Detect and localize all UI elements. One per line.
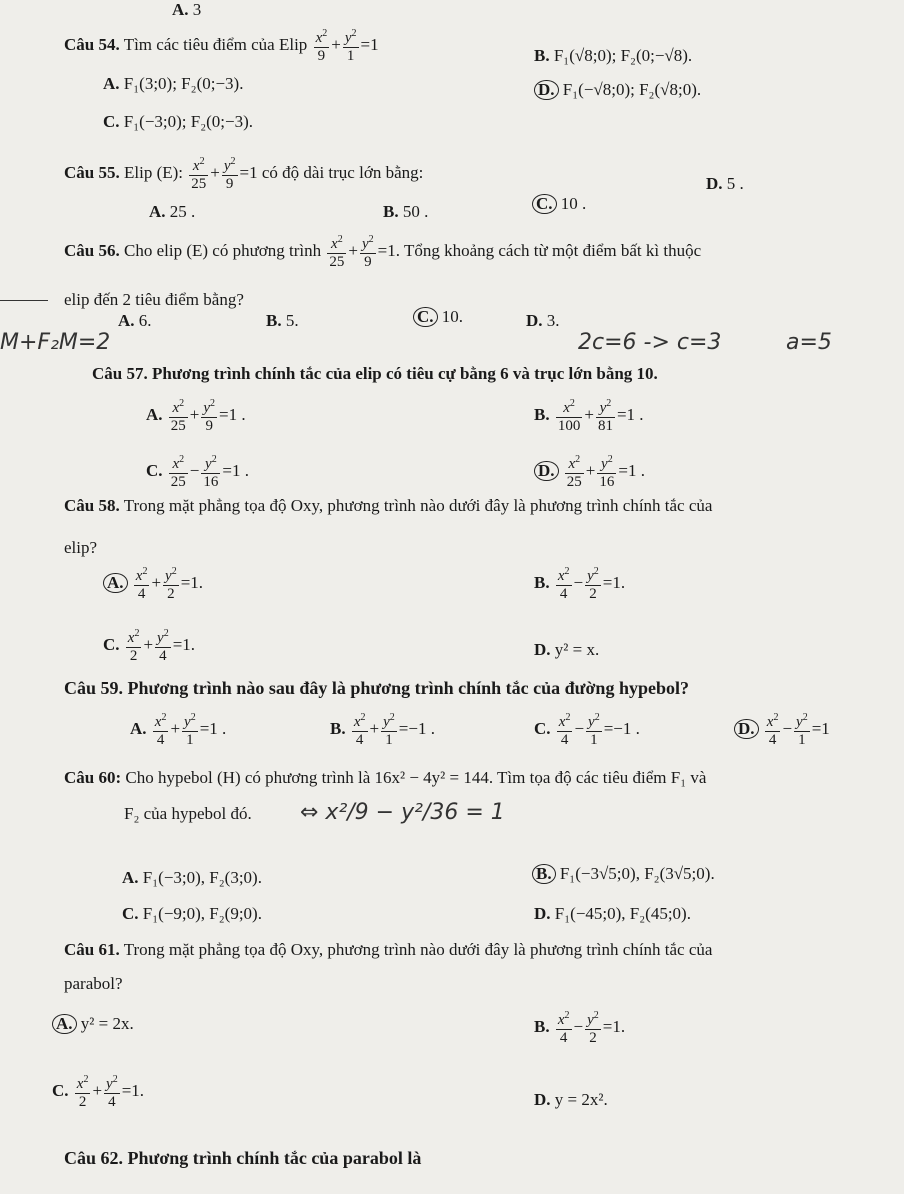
handwriting-note-3: a=5: [786, 330, 832, 355]
q58-stem-line2: elip?: [64, 538, 98, 557]
q59-option-c: C. $\frac{x^2}{4}$ − $\frac{y^2}{1}$ =−1 .: [534, 712, 640, 748]
q57-option-c: C. $\frac{x^2}{25}$ − $\frac{y^2}{16}$ =1 .: [146, 454, 249, 490]
top-line: A. 3: [172, 0, 202, 19]
q61-option-a: A. y² = 2x.: [52, 1014, 134, 1034]
handwriting-note-4: ⇔ x²/9 − y²/36 = 1: [300, 800, 505, 825]
handwriting-note-2: 2c=6 -> c=3: [578, 330, 722, 355]
q59-option-b: B. $\frac{x^2}{4}$ + $\frac{y^2}{1}$ =−1 .: [330, 712, 435, 748]
q56-option-a: A. 6.: [118, 311, 152, 330]
q54-option-a: A. F₁(3;0); F₂(0;−3).: [103, 74, 244, 93]
q61-stem: Câu 61. Trong mặt phẳng tọa độ Oxy, phương trình nào dưới đây là phương trình chính tắc của: [64, 940, 713, 959]
q58-option-c: C. $\frac{x^2}{2}$ + $\frac{y^2}{4}$ =1.: [103, 628, 196, 664]
q62-stem: Câu 62. Phương trình chính tắc của parabol là: [64, 1148, 422, 1168]
q61-option-b: B. $\frac{x^2}{4}$ − $\frac{y^2}{2}$ =1.: [534, 1010, 626, 1046]
q55-option-d: D. 5 .: [706, 174, 744, 193]
q57-stem: Câu 57. Phương trình chính tắc của elip có tiêu cự bằng 6 và trục lớn bằng 10.: [92, 364, 658, 383]
q55-option-b: B. 50 .: [383, 202, 429, 221]
q57-option-a: A. $\frac{x^2}{25}$ + $\frac{y^2}{9}$ =1 .: [146, 398, 246, 434]
q59-option-d: D. $\frac{x^2}{4}$ − $\frac{y^2}{1}$ =1: [734, 712, 830, 748]
q58-stem: Câu 58. Trong mặt phẳng tọa độ Oxy, phương trình nào dưới đây là phương trình chính tắc của: [64, 496, 713, 515]
q61-option-c: C. $\frac{x^2}{2}$ + $\frac{y^2}{4}$ =1.: [52, 1074, 145, 1110]
q58-option-d: D. y² = x.: [534, 640, 600, 659]
q60-option-a: A. F₁(−3;0), F₂(3;0).: [122, 868, 262, 887]
q56-option-d: D. 3.: [526, 311, 560, 330]
q55-option-c: C. 10 .: [532, 194, 586, 214]
q54-option-b: B. F₁(√8;0); F₂(0;−√8).: [534, 46, 693, 65]
q54-option-c: C. F₁(−3;0); F₂(0;−3).: [103, 112, 254, 131]
q60-stem-line2: F₂ của hypebol đó.: [124, 804, 252, 823]
q61-option-d: D. y = 2x².: [534, 1090, 608, 1109]
q60-option-d: D. F₁(−45;0), F₂(45;0).: [534, 904, 691, 923]
q60-option-b: B. F₁(−3√5;0), F₂(3√5;0).: [532, 864, 715, 884]
q58-option-a: A. $\frac{x^2}{4}$ + $\frac{y^2}{2}$ =1.: [103, 566, 203, 602]
q55-stem: Câu 55. Elip (E): $\frac{x^2}{25}$ + $\frac{y^2}{9}$ =1 có độ dài trục lớn bằng:: [64, 156, 424, 192]
q54-stem: Câu 54. Tìm các tiêu điểm của Elip $\frac{x^2}{9}$ + $\frac{y^2}{1}$ =1: [64, 28, 379, 64]
hand-stroke: [0, 300, 48, 301]
q59-stem: Câu 59. Phương trình nào sau đây là phương trình chính tắc của đường hypebol?: [64, 678, 689, 698]
q58-option-b: B. $\frac{x^2}{4}$ − $\frac{y^2}{2}$ =1.: [534, 566, 626, 602]
q60-stem: Câu 60: Cho hypebol (H) có phương trình là 16x² − 4y² = 144. Tìm tọa độ các tiêu điểm F₁ và: [64, 768, 707, 787]
q56-option-b: B. 5.: [266, 311, 299, 330]
q56-stem: Câu 56. Cho elip (E) có phương trình $\frac{x^2}{25}$ + $\frac{y^2}{9}$ =1. Tổng khoảng cách từ một điểm bất kì thuộc: [64, 234, 702, 270]
q59-option-a: A. $\frac{x^2}{4}$ + $\frac{y^2}{1}$ =1 .: [130, 712, 227, 748]
q56-stem-line2: elip đến 2 tiêu điểm bằng?: [64, 290, 244, 309]
q57-option-b: B. $\frac{x^2}{100}$ + $\frac{y^2}{81}$ =1 .: [534, 398, 644, 434]
q56-option-c: C. 10.: [413, 307, 463, 327]
q54-option-d: D. F₁(−√8;0); F₂(√8;0).: [534, 80, 701, 100]
q55-option-a: A. 25 .: [149, 202, 196, 221]
handwriting-note-1: M+F₂M=2: [0, 330, 111, 355]
q60-option-c: C. F₁(−9;0), F₂(9;0).: [122, 904, 262, 923]
q57-option-d: D. $\frac{x^2}{25}$ + $\frac{y^2}{16}$ =1 .: [534, 454, 645, 490]
q61-stem-line2: parabol?: [64, 974, 123, 993]
